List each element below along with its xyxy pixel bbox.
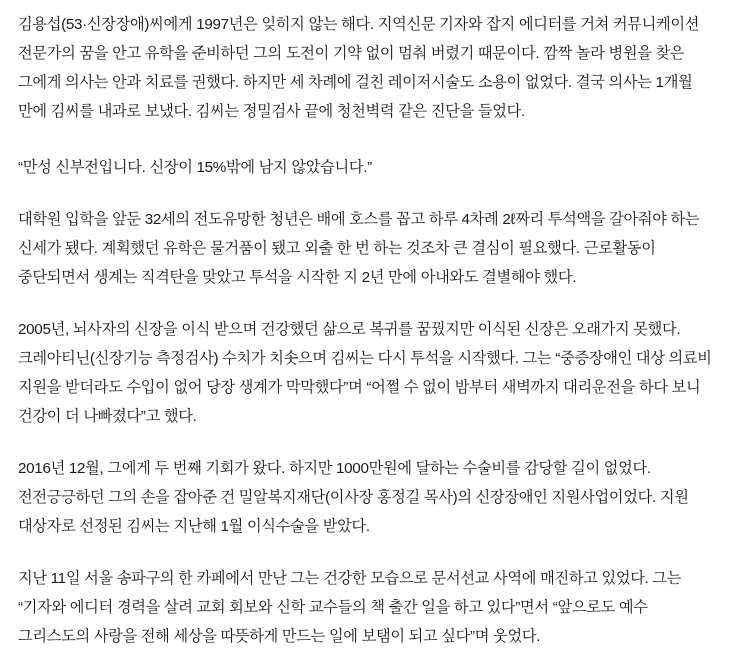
article-paragraph-1: 김용섭(53·신장장애)씨에게 1997년은 잊히지 않는 해다. 지역신문 기자와 잡지 에디터를 거쳐 커뮤니케이션 전문가의 꿈을 안고 유학을 준비하던 그의 도전이 기약 없이 멈춰 버렸기 때문이다. 깜짝 놀라 병원을 찾은 그에게 의사는 안과 치료를 권했다. 하지만 세 차례에 걸친 레이저시술도 소용이 없었다. 결국 의사는 1개월 만에 김씨를 내과로 보냈다. 김씨는 정밀검사 끝에 청천벽력 같은 진단을 들었다. (18, 16, 700, 120)
article-paragraph-4: 2016년 12월, 그에게 두 번째 기회가 왔다. 하지만 1000만원에 달하는 수술비를 감당할 길이 없었다. 전전긍긍하던 그의 손을 잡아준 건 밀알복지재단(이사장 홍정길 목사)의 신장장애인 지원사업이었다. 지원 대상자로 선정된 김씨는 지난해 1월 이식수술을 받았다. (18, 460, 689, 535)
article-paragraph-2: 대학원 입학을 앞둔 32세의 전도유망한 청년은 배에 호스를 꼽고 하루 4차례 2ℓ짜리 투석액을 갈아줘야 하는 신세가 됐다. 계획했던 유학은 물거품이 됐고 외출 한 번 하는 것조차 큰 결심이 필요했다. 근로활동이 중단되면서 생계는 직격탄을 맞았고 투석을 시작한 지 2년 만에 아내와도 결별해야 했다. (18, 211, 700, 286)
article-paragraph-3: 2005년, 뇌사자의 신장을 이식 받으며 건강했던 삶으로 복귀를 꿈꿨지만 이식된 신장은 오래가지 못했다. 크레아티닌(신장기능 측정검사) 수치가 치솟으며 김씨는 다시 투석을 시작했다. 그는 “중증장애인 대상 의료비 지원을 받더라도 수입이 없어 당장 생계가 막막했다”며 “어쩔 수 없이 밤부터 새벽까지 대리운전을 하다 보니 건강이 더 나빠졌다”고 했다. (18, 321, 712, 425)
article-paragraph-5: 지난 11일 서울 송파구의 한 카페에서 만난 그는 건강한 모습으로 문서선교 사역에 매진하고 있었다. 그는 “기자와 에디터 경력을 살려 교회 회보와 신학 교수들의 책 출간 일을 하고 있다”면서 “앞으로도 예수 그리스도의 사랑을 전해 세상을 따뜻하게 만드는 일에 보탬이 되고 싶다”며 웃었다. (18, 570, 682, 645)
article-quote-1: “만성 신부전입니다. 신장이 15%밖에 남지 않았습니다.” (18, 159, 372, 176)
